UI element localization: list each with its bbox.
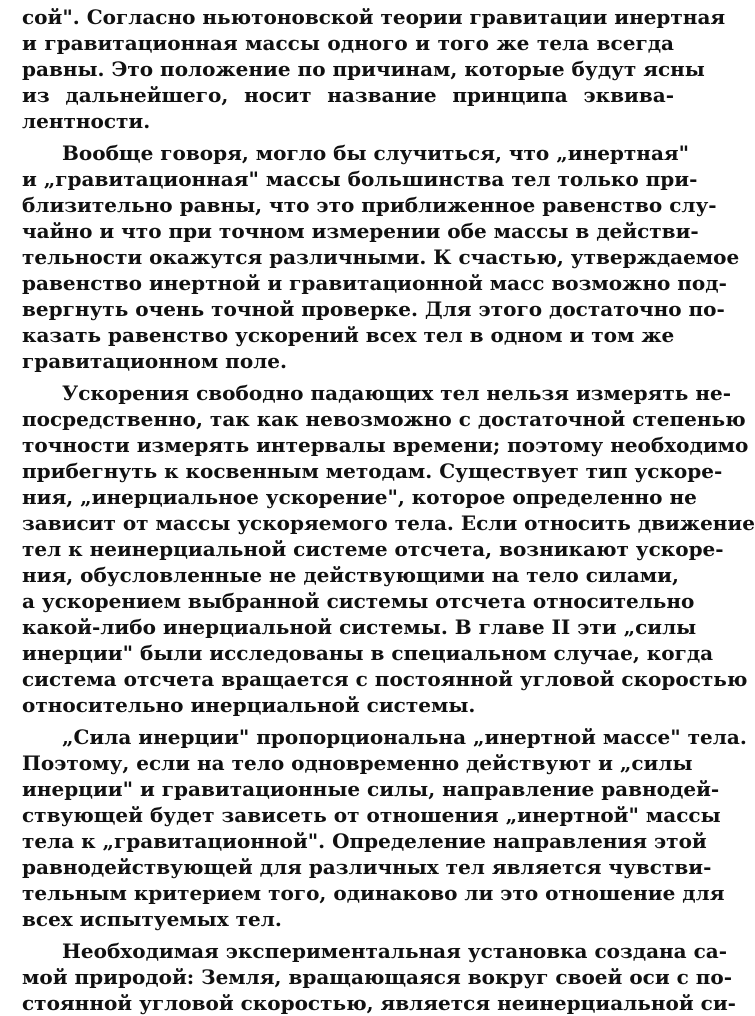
text-line: сой". Согласно ньютоновской теории гравитации инертная (22, 5, 726, 29)
text-line: система отсчета вращается с постоянной угловой скоростью (22, 667, 748, 691)
text-line: близительно равны, что это приближенное равенство слу- (22, 193, 717, 217)
text-line: точности измерять интервалы времени; поэтому необходимо (22, 433, 749, 457)
text-line: казать равенство ускорений всех тел в одном и том же (22, 323, 675, 347)
text-line: а ускорением выбранной системы отсчета относительно (22, 589, 695, 613)
text-line: относительно инерциальной системы. (22, 693, 476, 717)
text-line: равнодействующей для различных тел является чувстви- (22, 855, 712, 879)
text-line: лентности. (22, 109, 151, 133)
text-line: ния, „инерциальное ускорение", которое определенно не (22, 485, 697, 509)
text-line: тельности окажутся различными. К счастью, утверждаемое (22, 245, 740, 269)
text-line: и гравитационная массы одного и того же тела всегда (22, 31, 674, 55)
text-line: стоянной угловой скоростью, является неинерциальной си- (22, 991, 736, 1015)
text-line: зависит от массы ускоряемого тела. Если относить движение (22, 511, 755, 535)
text-line: Поэтому, если на тело одновременно действуют и „силы (22, 751, 693, 775)
text-line: Ускорения свободно падающих тел нельзя измерять не- (62, 381, 732, 405)
text-line: инерции" были исследованы в специальном случае, когда (22, 641, 714, 665)
text-line: равны. Это положение по причинам, которые будут ясны (22, 57, 705, 81)
text-line: инерции" и гравитационные силы, направление равнодей- (22, 777, 720, 801)
text-line: ния, обусловленные не действующими на тело силами, (22, 563, 679, 587)
text-line: тел к неинерциальной системе отсчета, возникают ускоре- (22, 537, 724, 561)
text-line: равенство инертной и гравитационной масс возможно под- (22, 271, 727, 295)
text-line: посредственно, так как невозможно с достаточной степенью (22, 407, 746, 431)
text-line: чайно и что при точном измерении обе массы в действи- (22, 219, 699, 243)
text-line: тела к „гравитационной". Определение направления этой (22, 829, 707, 853)
text-line: из дальнейшего, носит название принципа эквива- (22, 83, 674, 107)
text-line: „Сила инерции" пропорциональна „инертной массе" тела. (62, 725, 747, 749)
text-line: и „гравитационная" массы большинства тел только при- (22, 167, 698, 191)
text-line: всех испытуемых тел. (22, 907, 282, 931)
text-line: Необходимая экспериментальная установка создана са- (62, 939, 728, 963)
text-line: прибегнуть к косвенным методам. Существует тип ускоре- (22, 459, 723, 483)
text-line: ствующей будет зависеть от отношения „инертной" массы (22, 803, 721, 827)
text-line: гравитационном поле. (22, 349, 287, 373)
text-line: вергнуть очень точной проверке. Для этого достаточно по- (22, 297, 725, 321)
text-line: тельным критерием того, одинаково ли это отношение для (22, 881, 725, 905)
text-line: мой природой: Земля, вращающаяся вокруг своей оси с по- (22, 965, 733, 989)
document-page (22, 4, 755, 1016)
text-line: Вообще говоря, могло бы случиться, что „инертная" (62, 141, 690, 165)
text-line: какой-либо инерциальной системы. В главе II эти „силы (22, 615, 697, 639)
